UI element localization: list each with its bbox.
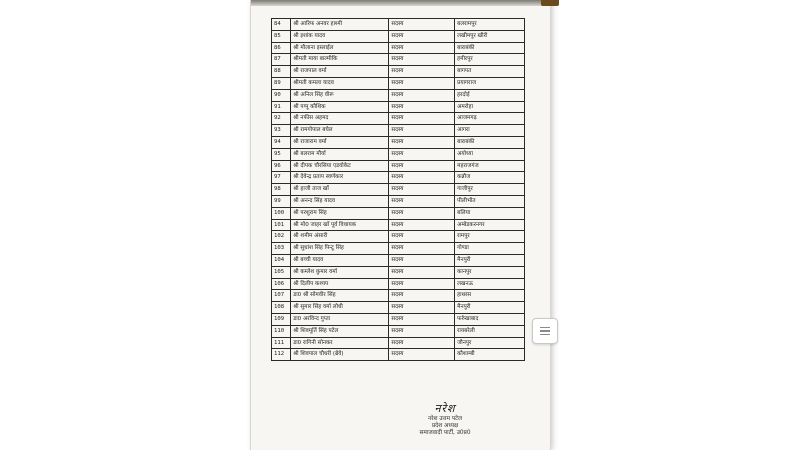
row-number: 110 (272, 325, 291, 337)
member-district: रायबरेली (455, 325, 525, 337)
member-name: श्री राजपाल वर्मा (291, 66, 389, 78)
member-role: सदस्य (389, 325, 455, 337)
table-row (272, 254, 525, 266)
member-role: सदस्य (389, 89, 455, 101)
row-number: 103 (272, 243, 291, 255)
row-number: 108 (272, 302, 291, 314)
member-name: श्री देवेन्द्र प्रताप स्वर्णकार (291, 172, 389, 184)
member-district: गाजीपुर (455, 184, 525, 196)
member-district: कौशाम्बी (455, 349, 525, 361)
row-number: 99 (272, 195, 291, 207)
member-role: सदस्य (389, 77, 455, 89)
row-number: 98 (272, 184, 291, 196)
table-row (272, 231, 525, 243)
member-role: सदस्य (389, 148, 455, 160)
member-district: अम्बेडकरनगर (455, 219, 525, 231)
member-name: श्री नफीस अहमद (291, 113, 389, 125)
member-district: अमरोहा (455, 101, 525, 113)
member-role: सदस्य (389, 101, 455, 113)
member-district: महराजगंज (455, 160, 525, 172)
member-district: कानपुर (455, 266, 525, 278)
table-row (272, 195, 525, 207)
member-district: बाराबंकी (455, 42, 525, 54)
table-row (272, 349, 525, 361)
member-name: श्री रामगोपाल बघेल (291, 125, 389, 137)
member-role: सदस्य (389, 290, 455, 302)
row-number: 107 (272, 290, 291, 302)
member-name: श्री बच्ची यादव (291, 254, 389, 266)
member-role: सदस्य (389, 349, 455, 361)
row-number: 88 (272, 66, 291, 78)
table-row (272, 337, 525, 349)
member-role: सदस्य (389, 172, 455, 184)
row-number: 96 (272, 160, 291, 172)
member-role: सदस्य (389, 54, 455, 66)
member-district: बलिया (455, 207, 525, 219)
table-row (272, 302, 525, 314)
page-content (251, 0, 550, 450)
member-district: लखनऊ (455, 278, 525, 290)
member-district: हरदोई (455, 89, 525, 101)
row-number: 92 (272, 113, 291, 125)
member-role: सदस्य (389, 302, 455, 314)
member-district: आगरा (455, 125, 525, 137)
member-name: डा0 श्री सोमवीर सिंह (291, 290, 389, 302)
member-role: सदस्य (389, 184, 455, 196)
member-name: श्री अनिल सिंह वीरू (291, 89, 389, 101)
member-name: श्री पप्पू कौशिक (291, 101, 389, 113)
table-row (272, 172, 525, 184)
row-number: 87 (272, 54, 291, 66)
member-district: कन्नौज (455, 172, 525, 184)
member-district: हमीरपुर (455, 54, 525, 66)
row-number: 109 (272, 313, 291, 325)
row-number: 111 (272, 337, 291, 349)
member-name: श्री अनन्द सिंह यादव (291, 195, 389, 207)
member-role: सदस्य (389, 337, 455, 349)
table-row (272, 113, 525, 125)
member-role: सदस्य (389, 113, 455, 125)
member-district: गोण्डा (455, 243, 525, 255)
table-row (272, 66, 525, 78)
hamburger-line (540, 330, 550, 332)
member-role: सदस्य (389, 195, 455, 207)
table-row (272, 184, 525, 196)
table-row (272, 313, 525, 325)
table-row (272, 160, 525, 172)
members-table (271, 18, 525, 361)
member-district: जौनपुर (455, 337, 525, 349)
signature-name: नरेश उत्तम पटेल (427, 416, 462, 422)
member-role: सदस्य (389, 219, 455, 231)
row-number: 94 (272, 136, 291, 148)
member-role: सदस्य (389, 42, 455, 54)
member-district: पीलीभीत (455, 195, 525, 207)
table-row (272, 30, 525, 42)
member-district: रामपुर (455, 231, 525, 243)
table-row (272, 101, 525, 113)
table-row (272, 219, 525, 231)
member-name: श्रीमती कमला यादव (291, 77, 389, 89)
member-name: श्री शमीम अंसारी (291, 231, 389, 243)
member-role: सदस्य (389, 207, 455, 219)
member-name: श्री दिलीप कश्यप (291, 278, 389, 290)
member-role: सदस्य (389, 254, 455, 266)
row-number: 100 (272, 207, 291, 219)
member-district: बाराबंकी (455, 136, 525, 148)
row-number: 105 (272, 266, 291, 278)
member-district: फर्रुखाबाद (455, 313, 525, 325)
member-name: श्रीमती माया बाल्मीकि (291, 54, 389, 66)
member-district: हाथरस (455, 290, 525, 302)
row-number: 101 (272, 219, 291, 231)
row-number: 106 (272, 278, 291, 290)
member-district: मैनपुरी (455, 254, 525, 266)
member-name: श्री दीपक चौरसिया एडवोकेट (291, 160, 389, 172)
member-district: बलरामपुर (455, 19, 525, 31)
row-number: 104 (272, 254, 291, 266)
hamburger-line (540, 334, 550, 336)
table-row (272, 42, 525, 54)
table-row (272, 243, 525, 255)
hamburger-lines-icon (540, 327, 550, 329)
member-name: श्री सुधांश सिंह पिन्टू सिंह (291, 243, 389, 255)
table-row (272, 89, 525, 101)
table-row (272, 325, 525, 337)
row-number: 89 (272, 77, 291, 89)
table-row (272, 77, 525, 89)
member-district: मैनपुरी (455, 302, 525, 314)
member-role: सदस्य (389, 125, 455, 137)
member-role: सदस्य (389, 136, 455, 148)
member-name: श्री शिवपाल चौधरी (ब्रेवे) (291, 349, 389, 361)
signature-block (410, 402, 480, 436)
table-row (272, 207, 525, 219)
row-number: 102 (272, 231, 291, 243)
member-name: श्री मो0 जाहर खाँ पूर्व विधायक (291, 219, 389, 231)
table-row (272, 125, 525, 137)
table-row (272, 19, 525, 31)
table-row (272, 136, 525, 148)
member-name: श्री परशुराम सिंह (291, 207, 389, 219)
member-name: श्री आरिफ अनवर हाश्मी (291, 19, 389, 31)
row-number: 90 (272, 89, 291, 101)
signature-title: प्रदेश अध्यक्ष (431, 423, 459, 429)
member-role: सदस्य (389, 19, 455, 31)
row-number: 112 (272, 349, 291, 361)
table-row (272, 266, 525, 278)
member-role: सदस्य (389, 266, 455, 278)
member-role: सदस्य (389, 231, 455, 243)
member-name: श्री कम्लेश कुमार वर्मा (291, 266, 389, 278)
table-row (272, 54, 525, 66)
member-role: सदस्य (389, 66, 455, 78)
row-number: 86 (272, 42, 291, 54)
row-number: 85 (272, 30, 291, 42)
member-district: लखीमपुर खीरी (455, 30, 525, 42)
member-name: श्री बलराम मौर्या (291, 148, 389, 160)
member-role: सदस्य (389, 278, 455, 290)
row-number: 84 (272, 19, 291, 31)
scroll-menu-button[interactable] (532, 318, 558, 344)
member-district: प्रयागराज (455, 77, 525, 89)
member-role: सदस्य (389, 243, 455, 255)
table-row (272, 148, 525, 160)
member-name: श्री मौलाना इस्लाईल (291, 42, 389, 54)
signature-party: समाजवादी पार्टी, उ0प्र0 (419, 430, 471, 436)
row-number: 97 (272, 172, 291, 184)
member-role: सदस्य (389, 313, 455, 325)
member-role: सदस्य (389, 30, 455, 42)
table-row (272, 278, 525, 290)
row-number: 93 (272, 125, 291, 137)
member-district: बागपत (455, 66, 525, 78)
table-row (272, 290, 525, 302)
row-number: 95 (272, 148, 291, 160)
member-name: श्री इशांक यादव (291, 30, 389, 42)
row-number: 91 (272, 101, 291, 113)
member-name: श्री सुमार सिंह वर्मा लोधी (291, 302, 389, 314)
member-district: अयोध्या (455, 148, 525, 160)
member-name: श्री हाजी ताज खाँ (291, 184, 389, 196)
member-district: आजमगढ़ (455, 113, 525, 125)
member-name: श्री राजाराम वर्मा (291, 136, 389, 148)
member-role: सदस्य (389, 160, 455, 172)
member-name: डा0 अरविन्द गुप्ता (291, 313, 389, 325)
member-name: श्री शिवमूर्ति सिंह पटेल (291, 325, 389, 337)
member-name: डा0 रागिनी सोनकर (291, 337, 389, 349)
signature-scrawl: नरेश (434, 402, 456, 415)
